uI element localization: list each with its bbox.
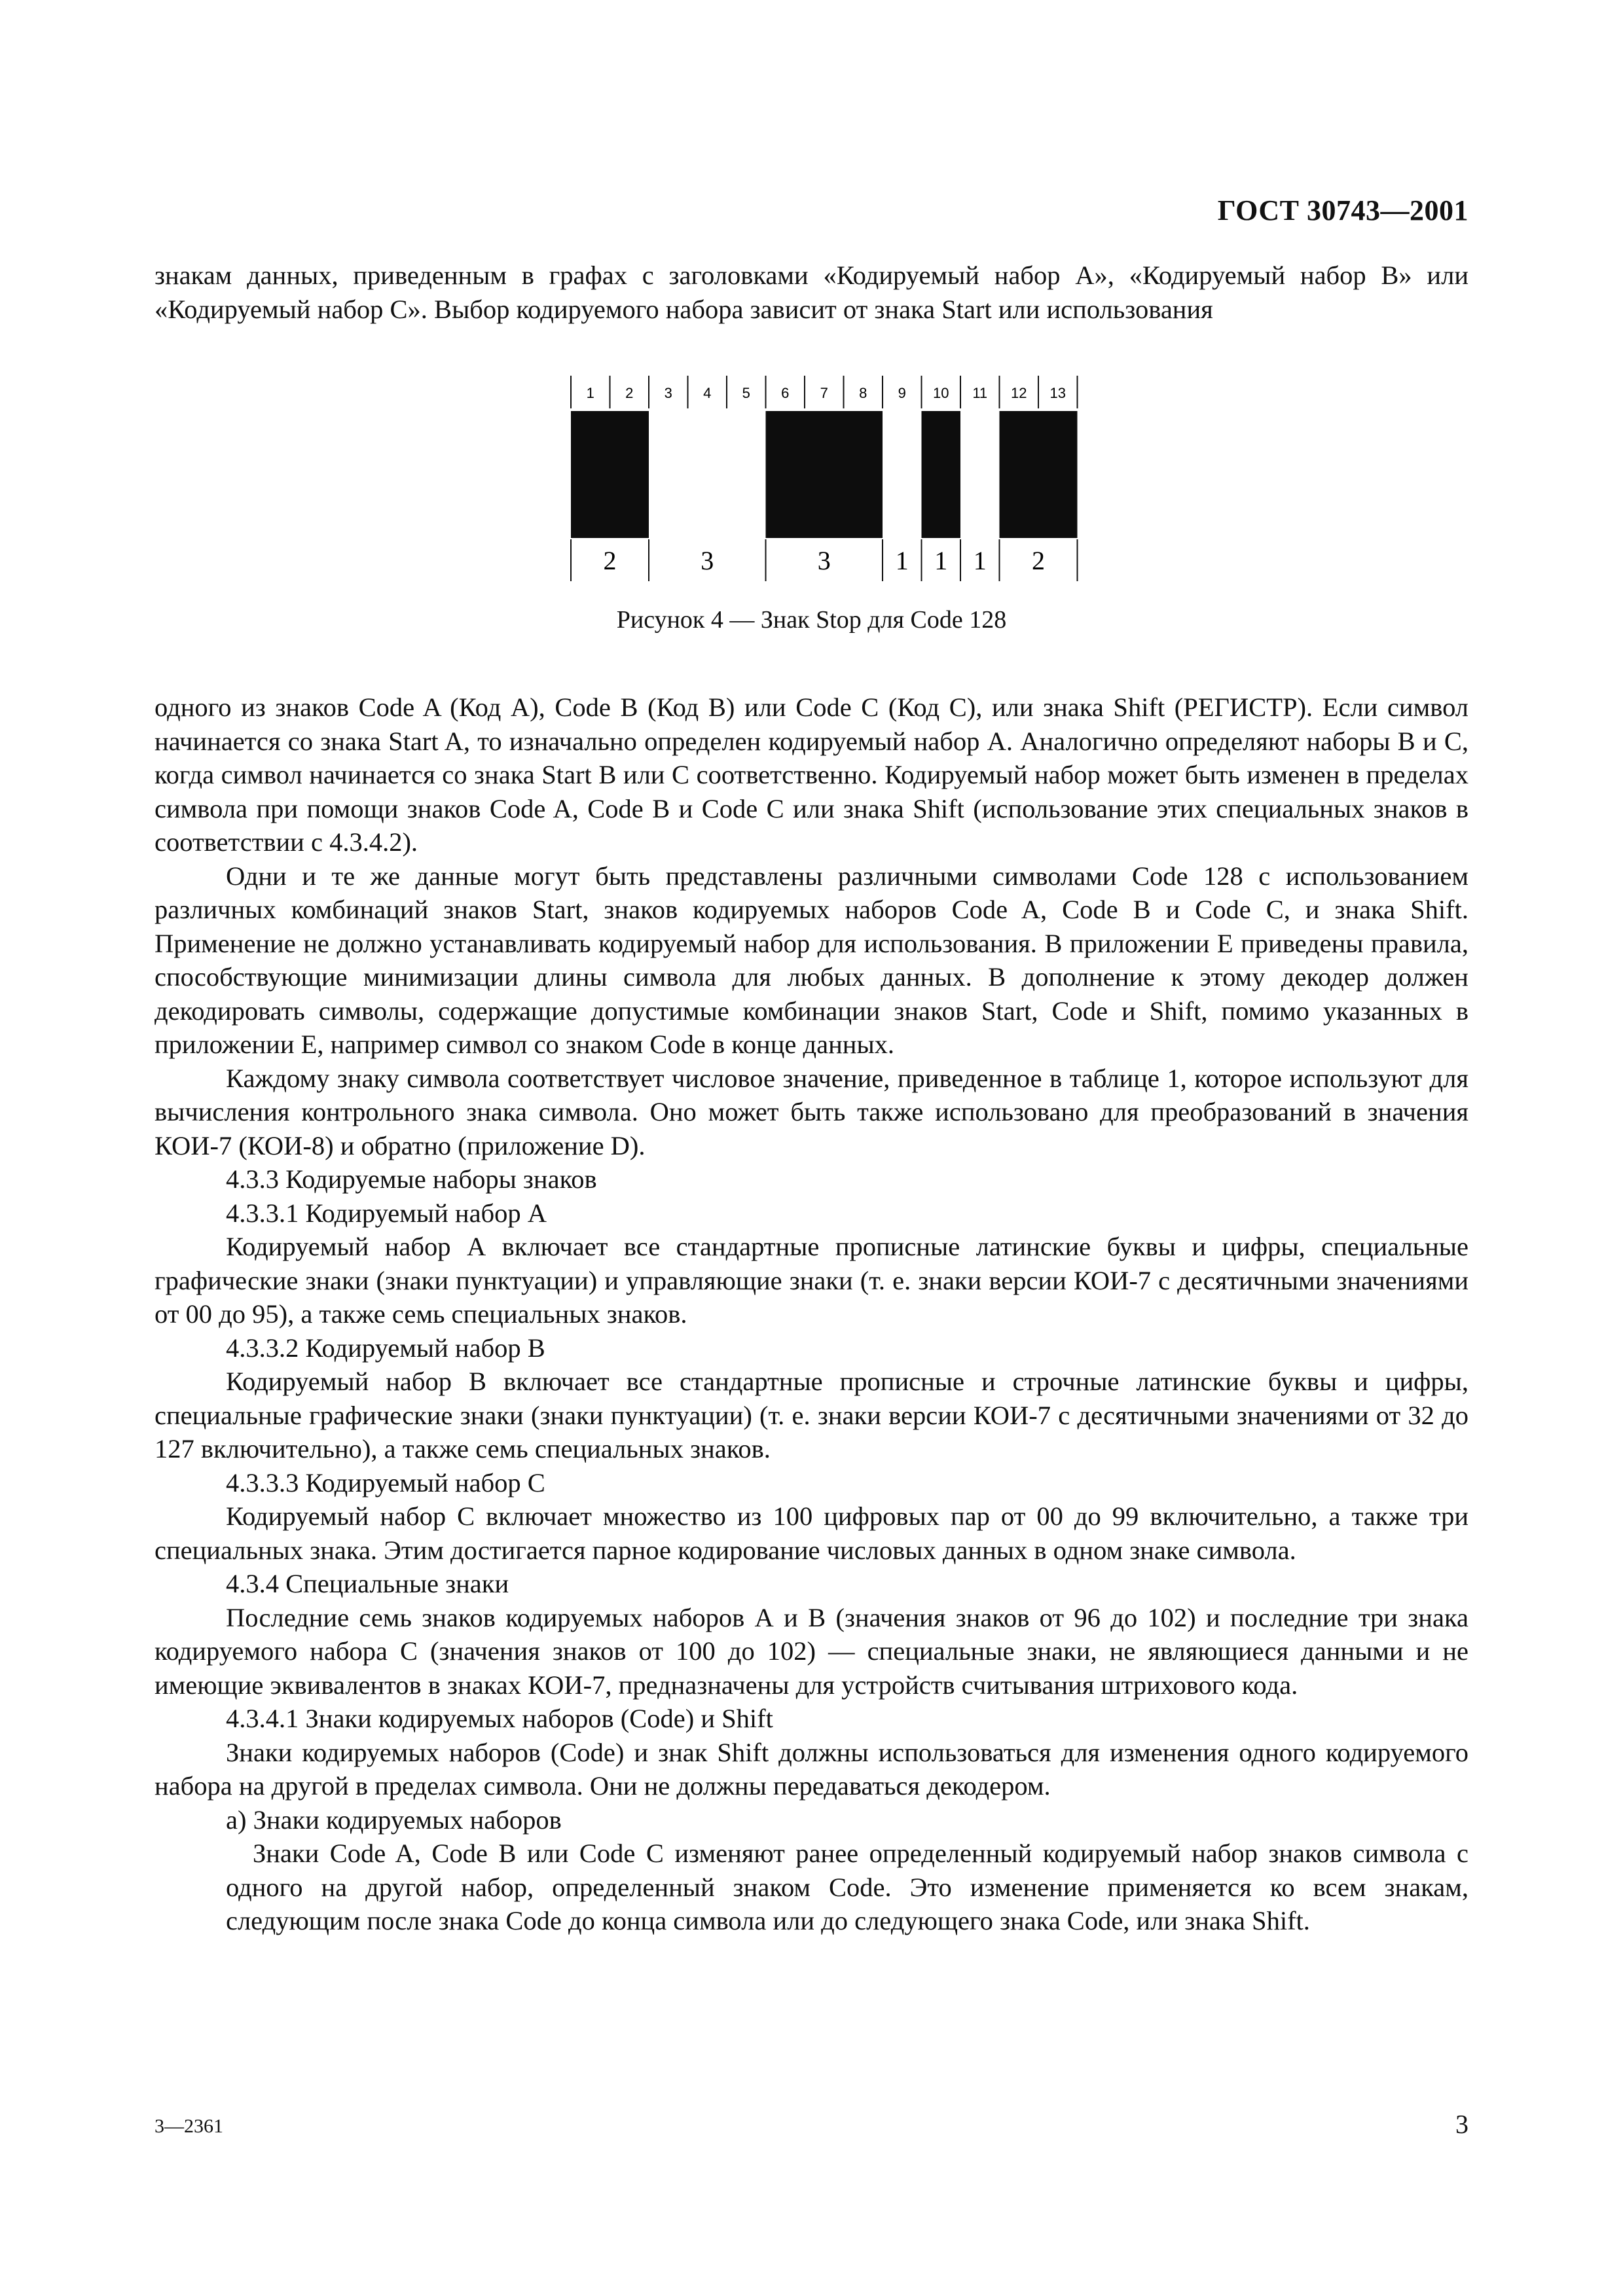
module-number-label: 10	[933, 385, 949, 401]
paragraph: Каждому знаку символа соответствует числовое значение, приведенное в таблице 1, которое используют для вычисления контрольного знака символа. Оно может быть также использовано для преобразований в значения КОИ-7 (КОИ-8) и обратно (приложение D).	[155, 1063, 1468, 1160]
module-number-label: 2	[625, 385, 634, 401]
module-number-label: 12	[1011, 385, 1027, 401]
bar-element	[766, 411, 883, 538]
module-number-label: 3	[664, 385, 672, 401]
paragraph: одного из знаков Code A (Код А), Code B (Код В) или Code C (Код С), или знака Shift (РЕГИСТР). Если символ начинается со знака Start A, то изначально определен кодируемый набор А. Аналогично определяют наборы В и С, когда символ начинается со знака Start B или C соответственно. Кодируемый набор может быть изменен в пределах символа при помощи знаков Code A, Code B и Code C или знака Shift (использование этих специальных знаков в соответствии с 4.3.4.2).	[155, 692, 1468, 857]
paragraph: Знаки кодируемых наборов (Code) и знак Shift должны использоваться для изменения одного кодируемого набора на другой в пределах символа. Они не должны передаваться декодером.	[155, 1737, 1468, 1801]
module-number-label: 11	[972, 385, 988, 401]
sheet-code: 3—2361	[155, 2115, 223, 2137]
document-header: ГОСТ 30743—2001	[1217, 194, 1468, 226]
element-width-label: 1	[973, 546, 987, 575]
paragraph: знакам данных, приведенным в графах с заголовками «Кодируемый набор А», «Кодируемый набор В» или «Кодируемый набор С». Выбор кодируемого набора зависит от знака Start или использования	[155, 260, 1468, 324]
module-number-label: 8	[859, 385, 867, 401]
element-width-label: 1	[934, 546, 948, 575]
paragraph: Кодируемый набор В включает все стандартные прописные и строчные латинские буквы и цифры, специальные графические знаки (знаки пунктуации) (т. е. знаки версии КОИ-7 с десятичными значениями от 32 до 127 включительно), а также семь специальных знаков.	[155, 1367, 1468, 1463]
module-number-label: 1	[586, 385, 594, 401]
section-heading: 4.3.4 Специальные знаки	[226, 1569, 509, 1598]
figure-caption: Рисунок 4 — Знак Stop для Code 128	[616, 606, 1007, 634]
element-width-label: 3	[701, 546, 714, 575]
paragraph: Кодируемый набор С включает множество из 100 цифровых пар от 00 до 99 включительно, а также три специальных знака. Этим достигается парное кодирование числовых данных в одном знаке символа.	[155, 1501, 1468, 1565]
list-item-heading: а) Знаки кодируемых наборов	[226, 1804, 562, 1835]
paragraph: Последние семь знаков кодируемых наборов А и В (значения знаков от 96 до 102) и последние три знака кодируемого набора С (значения знаков от 100 до 102) — специальные знаки, не являющиеся данными и не имеющие эквивалентов в знаках КОИ-7, предназначены для устройств считывания штрихового кода.	[155, 1602, 1468, 1700]
section-heading: 4.3.3 Кодируемые наборы знаков	[226, 1164, 597, 1194]
bar-element	[1000, 411, 1078, 538]
top-paragraph-block	[155, 259, 1468, 326]
module-number-label: 6	[781, 385, 790, 401]
module-number-label: 13	[1049, 385, 1066, 401]
element-width-label: 3	[817, 546, 831, 575]
paragraph: Кодируемый набор А включает все стандартные прописные латинские буквы и цифры, специальные графические знаки (знаки пунктуации) и управляющие знаки (т. е. знаки версии КОИ-7 с десятичными значениями от 00 до 95), а также семь специальных знаков.	[155, 1232, 1468, 1329]
page-number: 3	[1455, 2109, 1468, 2139]
module-number-label: 9	[898, 385, 906, 401]
section-heading: 4.3.3.3 Кодируемый набор С	[226, 1467, 545, 1498]
element-width-label: 2	[1032, 546, 1045, 575]
section-heading: 4.3.4.1 Знаки кодируемых наборов (Code) и Shift	[226, 1704, 773, 1733]
bar-element	[571, 411, 649, 538]
main-text-block	[155, 691, 1468, 1938]
stop-symbol-figure	[568, 376, 1092, 585]
stop-symbol-diagram	[568, 376, 1092, 585]
element-width-label: 2	[603, 546, 617, 575]
section-heading: 4.3.3.2 Кодируемый набор В	[226, 1333, 545, 1363]
module-number-label: 7	[820, 385, 828, 401]
list-item-paragraph: Знаки Code A, Code B или Code C изменяют ранее определенный кодируемый набор знаков символа с одного на другой набор, определенный знаком Code. Это изменение применяется ко всем знакам, следующим после знака Code до конца символа или до следующего знака Code, или знака Shift.	[226, 1839, 1468, 1935]
bar-element	[922, 411, 961, 538]
module-number-label: 4	[703, 385, 712, 401]
module-number-label: 5	[742, 385, 750, 401]
section-heading: 4.3.3.1 Кодируемый набор А	[226, 1198, 547, 1228]
paragraph: Одни и те же данные могут быть представлены различными символами Code 128 с использованием различных комбинаций знаков Start, знаков кодируемых наборов Code A, Code B и Code C, и знака Shift. Применение не должно устанавливать кодируемый набор для использования. В приложении Е приведены правила, способствующие минимизации длины символа для любых данных. В дополнение к этому декодер должен декодировать символы, содержащие допустимые комбинации знаков Start, Code и Shift, помимо указанных в приложении Е, например символ со знаком Code в конце данных.	[155, 861, 1468, 1059]
element-width-label: 1	[895, 546, 909, 575]
